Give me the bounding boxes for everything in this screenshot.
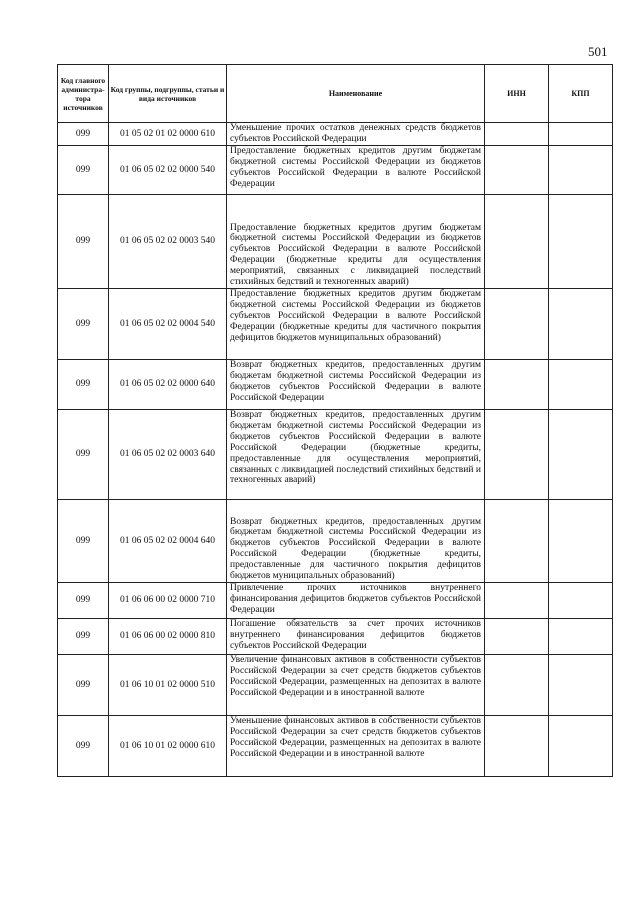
source-name-cell: Предоставление бюджетных кредитов другим бюджетам бюджетной системы Российской Федерации из бюджетов субъектов Российской Федерации в валюте Российской Федерации: [227, 146, 485, 195]
inn-cell: [485, 500, 549, 583]
source-code-cell: 01 05 02 01 02 0000 610: [109, 123, 227, 146]
kpp-cell: [549, 123, 613, 146]
table-row: [58, 195, 613, 289]
kpp-cell: [549, 360, 613, 410]
kpp-cell: [549, 655, 613, 716]
inn-cell: [485, 360, 549, 410]
source-code-cell: 01 06 05 02 02 0004 640: [109, 500, 227, 583]
source-name-cell: Возврат бюджетных кредитов, предоставленных другим бюджетам бюджетной системы Российской Федерации из бюджетов субъектов Российской Федерации в валюте Российской Федерации (бюджетные кредиты, предоставленные для частичного покрытия дефицитов бюджетов муниципальных образований): [227, 500, 485, 583]
source-name-cell: Предоставление бюджетных кредитов другим бюджетам бюджетной системы Российской Федерации из бюджетов субъектов Российской Федерации в валюте Российской Федерации (бюджетные кредиты для осуществления мероприятий, связанных с ликвидацией последствий стихийных бедствий и техногенных аварий): [227, 195, 485, 289]
kpp-cell: [549, 289, 613, 360]
admin-code-cell: 099: [58, 619, 109, 655]
source-name-cell: Увеличение финансовых активов в собственности субъектов Российской Федерации за счет средств бюджетов субъектов Российской Федерации, размещенных на депозитах в валюте Российской Федерации и в иностранной валюте: [227, 655, 485, 716]
table-row: [58, 123, 613, 146]
inn-cell: [485, 123, 549, 146]
source-name-cell: Уменьшение финансовых активов в собственности субъектов Российской Федерации за счет средств бюджетов субъектов Российской Федерации, размещенных на депозитах в валюте Российской Федерации и в иностранной валюте: [227, 716, 485, 777]
header-row: [58, 65, 613, 123]
admin-code-cell: 099: [58, 289, 109, 360]
table-row: [58, 289, 613, 360]
inn-cell: [485, 583, 549, 619]
source-code-cell: 01 06 05 02 02 0003 540: [109, 195, 227, 289]
source-code-cell: 01 06 05 02 02 0003 640: [109, 410, 227, 500]
kpp-cell: [549, 716, 613, 777]
inn-cell: [485, 619, 549, 655]
kpp-cell: [549, 619, 613, 655]
table-row: [58, 716, 613, 777]
header-inn: ИНН: [485, 65, 549, 123]
source-code-cell: 01 06 06 00 02 0000 710: [109, 583, 227, 619]
table-row: [58, 655, 613, 716]
admin-code-cell: 099: [58, 500, 109, 583]
inn-cell: [485, 410, 549, 500]
inn-cell: [485, 195, 549, 289]
kpp-cell: [549, 583, 613, 619]
table-row: [58, 146, 613, 195]
source-name-cell: Возврат бюджетных кредитов, предоставленных другим бюджетам бюджетной системы Российской Федерации из бюджетов субъектов Российской Федерации в валюте Российской Федерации: [227, 360, 485, 410]
header-admin-code: Код главного администра-тора источников: [58, 65, 109, 123]
source-name-cell: Предоставление бюджетных кредитов другим бюджетам бюджетной системы Российской Федерации из бюджетов субъектов Российской Федерации в валюте Российской Федерации (бюджетные кредиты для частичного покрытия дефицитов бюджетов муниципальных образований): [227, 289, 485, 360]
kpp-cell: [549, 410, 613, 500]
table-row: [58, 360, 613, 410]
kpp-cell: [549, 500, 613, 583]
admin-code-cell: 099: [58, 410, 109, 500]
source-name-cell: Погашение обязательств за счет прочих источников внутреннего финансирования дефицитов бюджетов субъектов Российской Федерации: [227, 619, 485, 655]
source-code-cell: 01 06 05 02 02 0000 640: [109, 360, 227, 410]
admin-code-cell: 099: [58, 123, 109, 146]
source-name-cell: Возврат бюджетных кредитов, предоставленных другим бюджетам бюджетной системы Российской Федерации из бюджетов субъектов Российской Федерации в валюте Российской Федерации (бюджетные кредиты, предоставленные для осуществления мероприятий, связанных с ликвидацией последствий стихийных бедствий и техногенных аварий): [227, 410, 485, 500]
table-row: [58, 410, 613, 500]
source-code-cell: 01 06 06 00 02 0000 810: [109, 619, 227, 655]
inn-cell: [485, 716, 549, 777]
admin-code-cell: 099: [58, 583, 109, 619]
table-row: [58, 500, 613, 583]
inn-cell: [485, 146, 549, 195]
source-code-cell: 01 06 10 01 02 0000 610: [109, 716, 227, 777]
admin-code-cell: 099: [58, 360, 109, 410]
source-code-cell: 01 06 05 02 02 0004 540: [109, 289, 227, 360]
sources-table: [57, 64, 613, 777]
header-name: Наименование: [227, 65, 485, 123]
header-group-code: Код группы, подгруппы, статьи и вида источников: [109, 65, 227, 123]
kpp-cell: [549, 195, 613, 289]
source-name-cell: Уменьшение прочих остатков денежных средств бюджетов субъектов Российской Федерации: [227, 123, 485, 146]
kpp-cell: [549, 146, 613, 195]
source-code-cell: 01 06 05 02 02 0000 540: [109, 146, 227, 195]
inn-cell: [485, 655, 549, 716]
admin-code-cell: 099: [58, 195, 109, 289]
inn-cell: [485, 289, 549, 360]
admin-code-cell: 099: [58, 655, 109, 716]
source-code-cell: 01 06 10 01 02 0000 510: [109, 655, 227, 716]
page-number: 501: [588, 44, 608, 59]
admin-code-cell: 099: [58, 716, 109, 777]
table-row: [58, 619, 613, 655]
source-name-cell: Привлечение прочих источников внутреннего финансирования дефицитов бюджетов субъектов Российской Федерации: [227, 583, 485, 619]
table-row: [58, 583, 613, 619]
header-kpp: КПП: [549, 65, 613, 123]
admin-code-cell: 099: [58, 146, 109, 195]
